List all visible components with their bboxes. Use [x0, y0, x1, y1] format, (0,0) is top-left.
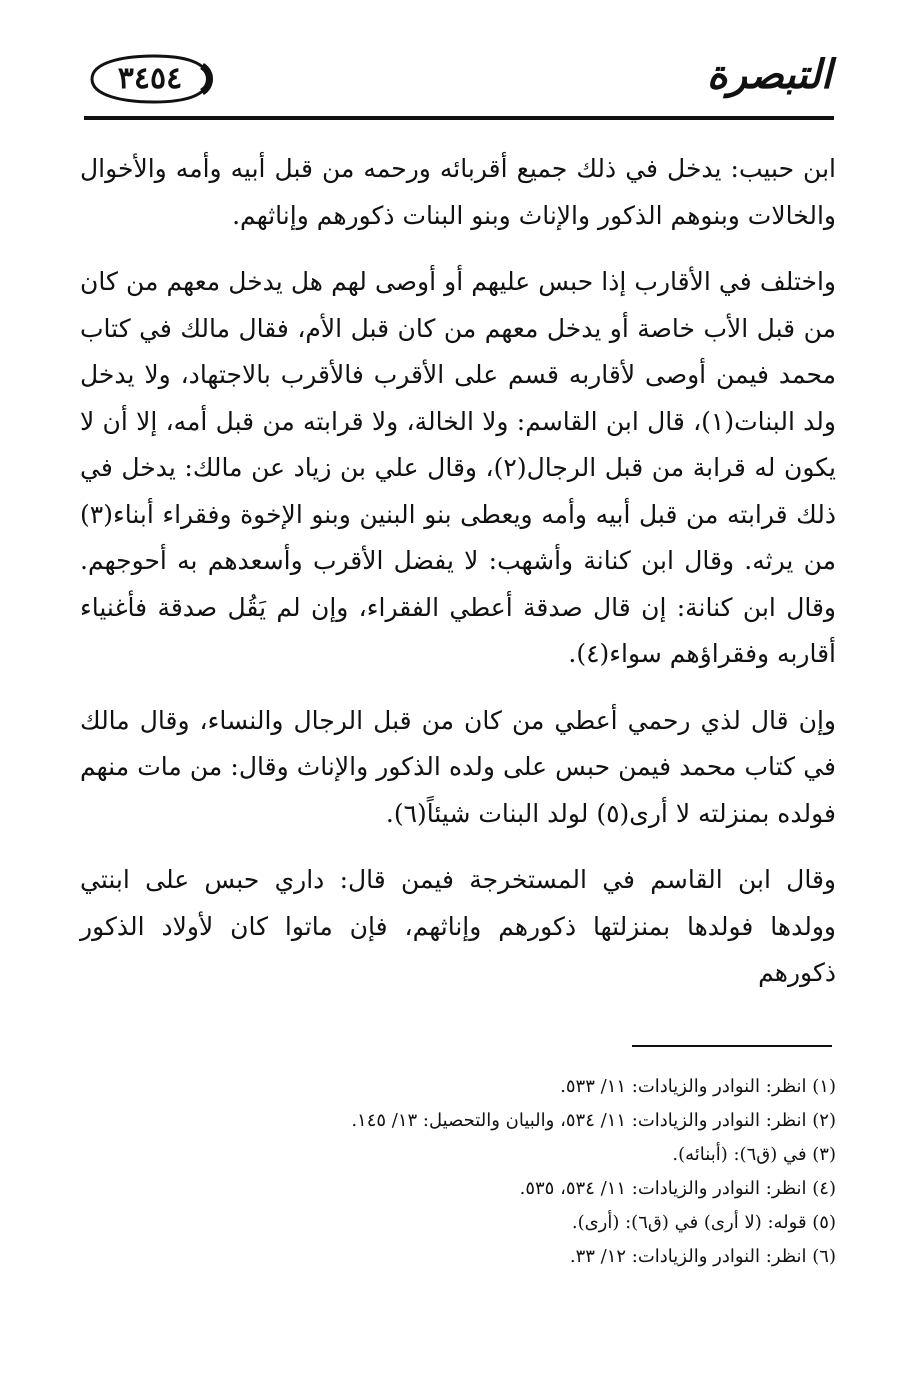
page-number: ٣٤٥٤: [117, 61, 183, 96]
paragraph-gap: [80, 678, 836, 698]
paragraph-gap: [80, 837, 836, 857]
footnote: (٢) انظر: النوادر والزيادات: ١١/ ٥٣٤، والبيان والتحصيل: ١٣/ ١٤٥.: [351, 1110, 836, 1131]
main-text: [80, 146, 836, 997]
footnote-separator: [632, 1045, 832, 1047]
footnote: (٤) انظر: النوادر والزيادات: ١١/ ٥٣٤، ٥٣٥.: [519, 1178, 836, 1199]
paragraph: واختلف في الأقارب إذا حبس عليهم أو أوصى لهم هل يدخل معهم من كان من قبل الأب خاصة أو يدخل معهم من كان قبل الأم، فقال مالك في كتاب محمد فيمن أوصى لأقاربه قسم على الأقرب فالأقرب بالاجتهاد، ولا يدخل ولد البنات(١)، قال ابن القاسم: ولا الخالة، ولا قرابته من قبل أمه، إلا أن لا يكون له قرابة من قبل الرجال(٢)، وقال علي بن زياد عن مالك: يدخل في ذلك قرابته من قبل أبيه وأمه ويعطى بنو البنين وبنو الإخوة وفقراء أبناء(٣) من يرثه. وقال ابن كنانة وأشهب: لا يفضل الأقرب وأسعدهم به أحوجهم. وقال ابن كنانة: إن قال صدقة أعطي الفقراء، وإن لم يَقُل صدقة فأغنياء أقاربه وفقراؤهم سواء(٤).: [80, 267, 837, 668]
book-title: التبصرة: [706, 51, 832, 98]
footnote: (٥) قوله: (لا أرى) في (ق٦): (أرى).: [571, 1212, 836, 1233]
page-header: [84, 46, 834, 122]
paragraph: وإن قال لذي رحمي أعطي من كان من قبل الرجال والنساء، وقال مالك في كتاب محمد فيمن حبس على ولده الذكور والإناث وقال: من مات منهم فولده بمنزلته لا أرى(٥) لولد البنات شيئاً(٦).: [80, 705, 836, 828]
footnotes: [80, 1070, 836, 1274]
paragraph-gap: [80, 239, 836, 259]
footnote: (٦) انظر: النوادر والزيادات: ١٢/ ٣٣.: [569, 1246, 836, 1267]
paragraph: وقال ابن القاسم في المستخرجة فيمن قال: داري حبس على ابنتي وولدها فولدها بمنزلتها ذكورهم وإناثهم، فإن ماتوا كان لأولاد الذكور ذكورهم: [80, 865, 836, 987]
page-number-badge: [84, 52, 214, 106]
header-rule: [84, 116, 834, 120]
footnote: (٣) في (ق٦): (أبنائه).: [672, 1144, 836, 1165]
footnote: (١) انظر: النوادر والزيادات: ١١/ ٥٣٣.: [560, 1076, 836, 1097]
paragraph: ابن حبيب: يدخل في ذلك جميع أقربائه ورحمه من قبل أبيه وأمه والأخوال والخالات وبنوهم الذكور والإناث وبنو البنات ذكورهم وإناثهم.: [80, 154, 836, 230]
